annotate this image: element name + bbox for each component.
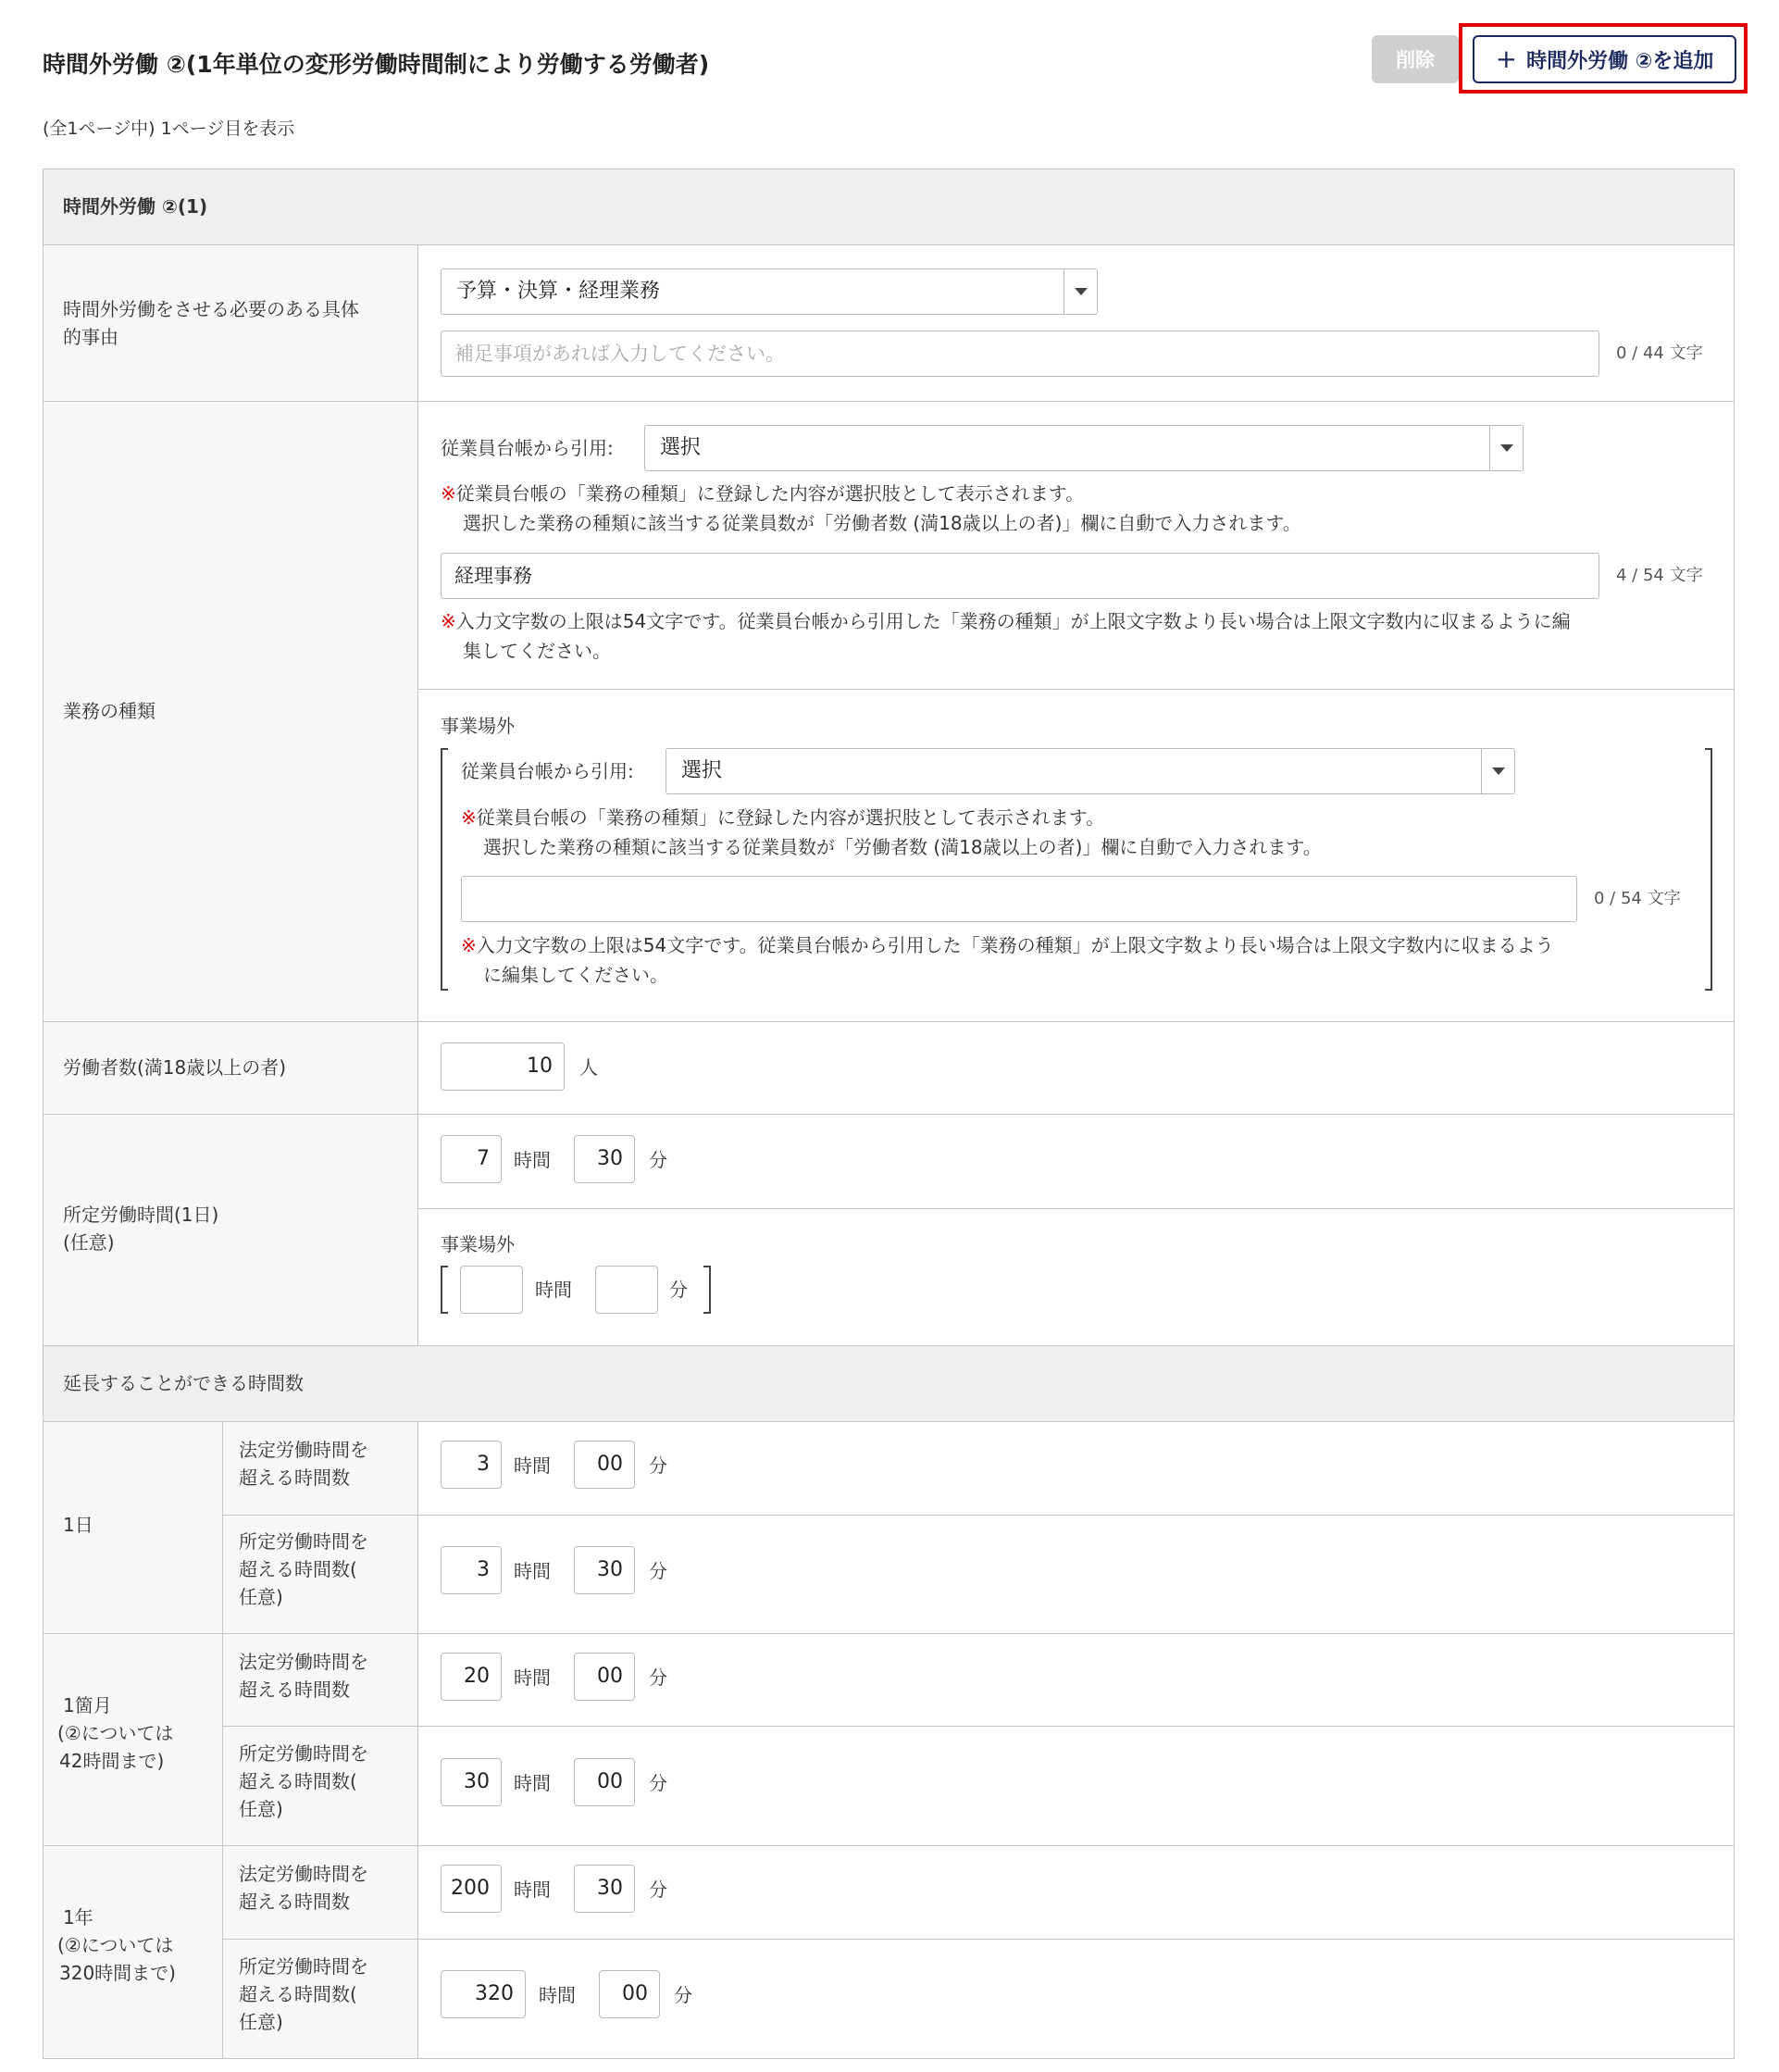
prescribed-label-line2: (任意) (63, 1231, 115, 1254)
year-legal-hours-input[interactable]: 200 (441, 1865, 502, 1913)
prescribed-minutes-input[interactable]: 30 (574, 1135, 635, 1183)
minutes-unit: 分 (649, 1772, 667, 1794)
legal-label-line2: 超える時間数 (239, 1891, 350, 1913)
page-title: 時間外労働 ②(1年単位の変形労働時間制により労働する労働者) (43, 51, 710, 78)
supplement-input[interactable]: 補足事項があれば入力してください。 (441, 331, 1599, 377)
hours-unit: 時間 (535, 1279, 572, 1301)
reason-label-line1: 時間外労働をさせる必要のある具体 (63, 298, 359, 320)
legal-label-line2: 超える時間数 (239, 1679, 350, 1701)
month-legal-minutes-input[interactable]: 00 (574, 1653, 635, 1701)
minutes-unit: 分 (649, 1454, 667, 1477)
month-legal-hours-input[interactable]: 20 (441, 1653, 502, 1701)
chevron-down-icon (1064, 269, 1097, 314)
minutes-unit: 分 (674, 1984, 692, 2006)
note-quote-line2: 選択した業務の種類に該当する従業員数が「労働者数 (満18歳以上の者)」欄に自動で入力されます。 (463, 512, 1301, 534)
month-label-line2: (②については (57, 1722, 174, 1744)
day-prescribed-minutes-input[interactable]: 30 (574, 1546, 635, 1594)
extension-title: 延長することができる時間数 (63, 1372, 304, 1394)
note-quote-line1: ※従業員台帳の「業務の種類」に登録した内容が選択肢として表示されます。 (441, 482, 1085, 505)
year-prescribed-hours-input[interactable]: 320 (441, 1970, 526, 2018)
offsite-hours-input[interactable] (460, 1266, 523, 1314)
offsite-note-quote-line1: ※従業員台帳の「業務の種類」に登録した内容が選択肢として表示されます。 (461, 806, 1105, 829)
prescribed-label-line1: 所定労働時間(1日) (63, 1204, 219, 1226)
prescribed-label-line3: 任意) (239, 1586, 283, 1608)
prescribed-label-line2: 超える時間数( (239, 1770, 357, 1792)
legal-label-line1: 法定労働時間を (239, 1651, 368, 1673)
prescribed-label-line3: 任意) (239, 2011, 283, 2033)
reason-label-line2: 的事由 (63, 326, 118, 348)
minutes-unit: 分 (649, 1666, 667, 1689)
year-label-line2: (②については (57, 1934, 174, 1956)
prescribed-label-line1: 所定労働時間を (239, 1742, 368, 1765)
legal-label-line1: 法定労働時間を (239, 1863, 368, 1885)
hours-unit: 時間 (514, 1666, 551, 1689)
section-title: 時間外労働 ②(1) (63, 195, 208, 218)
minutes-unit: 分 (649, 1149, 667, 1171)
work-type-label: 業務の種類 (63, 700, 156, 722)
day-legal-minutes-input[interactable]: 00 (574, 1441, 635, 1489)
offsite-char-count: 0 / 54 文字 (1594, 889, 1681, 908)
plus-icon: + (1495, 44, 1518, 74)
work-type-input[interactable]: 経理事務 (441, 553, 1599, 599)
year-label-line3: 320時間まで) (59, 1962, 176, 1984)
offsite-note-quote-line2: 選択した業務の種類に該当する従業員数が「労働者数 (満18歳以上の者)」欄に自動で入力されます。 (483, 836, 1322, 858)
chevron-down-icon (1489, 426, 1523, 470)
offsite-minutes-input[interactable] (595, 1266, 658, 1314)
month-prescribed-minutes-input[interactable]: 00 (574, 1758, 635, 1806)
day-label: 1日 (63, 1514, 93, 1536)
workers-input[interactable]: 10 (441, 1042, 565, 1091)
hours-unit: 時間 (514, 1149, 551, 1171)
month-prescribed-hours-input[interactable]: 30 (441, 1758, 502, 1806)
hours-unit: 時間 (514, 1772, 551, 1794)
month-label-line1: 1箇月 (63, 1694, 112, 1716)
legal-label-line1: 法定労働時間を (239, 1439, 368, 1461)
add-overtime-label: 時間外労働 ②を追加 (1526, 49, 1714, 73)
prescribed-label-line1: 所定労働時間を (239, 1530, 368, 1553)
offsite-quote-select[interactable]: 選択 (666, 748, 1515, 794)
prescribed-label-line2: 超える時間数( (239, 1983, 357, 2005)
legal-label-line2: 超える時間数 (239, 1467, 350, 1489)
note-limit-line1: ※入力文字数の上限は54文字です。従業員台帳から引用した「業務の種類」が上限文字数より長い場合は上限文字数内に収まるように編 (441, 610, 1571, 632)
year-prescribed-minutes-input[interactable]: 00 (599, 1970, 660, 2018)
minutes-unit: 分 (649, 1879, 667, 1901)
workers-label: 労働者数(満18歳以上の者) (63, 1056, 287, 1079)
year-legal-minutes-input[interactable]: 30 (574, 1865, 635, 1913)
prescribed-hours-input[interactable]: 7 (441, 1135, 502, 1183)
offsite-note-limit-line2: に編集してください。 (483, 964, 668, 986)
offsite-quote-label: 従業員台帳から引用: (461, 760, 634, 782)
prescribed-label-line3: 任意) (239, 1798, 283, 1820)
chevron-down-icon (1481, 749, 1514, 793)
quote-select[interactable]: 選択 (644, 425, 1524, 471)
offsite-work-type-input[interactable] (461, 876, 1577, 922)
year-label-line1: 1年 (63, 1906, 93, 1928)
day-legal-hours-input[interactable]: 3 (441, 1441, 502, 1489)
reason-select[interactable]: 予算・決算・経理業務 (441, 268, 1098, 315)
section-header (44, 169, 1734, 244)
workers-unit: 人 (579, 1056, 598, 1079)
hours-unit: 時間 (514, 1454, 551, 1477)
day-prescribed-hours-input[interactable]: 3 (441, 1546, 502, 1594)
minutes-unit: 分 (649, 1560, 667, 1582)
quote-label: 従業員台帳から引用: (441, 437, 614, 459)
offsite-label: 事業場外 (441, 715, 515, 737)
month-label-line3: 42時間まで) (59, 1750, 165, 1772)
prescribed-label-line2: 超える時間数( (239, 1558, 357, 1580)
minutes-unit: 分 (669, 1279, 688, 1301)
page-count: (全1ページ中) 1ページ目を表示 (43, 119, 295, 139)
prescribed-offsite-label: 事業場外 (441, 1233, 515, 1255)
hours-unit: 時間 (539, 1984, 576, 2006)
delete-button[interactable]: 削除 (1372, 35, 1459, 83)
supplement-char-count: 0 / 44 文字 (1616, 343, 1703, 363)
work-type-char-count: 4 / 54 文字 (1616, 566, 1703, 585)
add-overtime-button[interactable] (1473, 35, 1736, 83)
hours-unit: 時間 (514, 1879, 551, 1901)
offsite-note-limit-line1: ※入力文字数の上限は54文字です。従業員台帳から引用した「業務の種類」が上限文字数より長い場合は上限文字数内に収まるよう (461, 934, 1554, 956)
prescribed-label-line1: 所定労働時間を (239, 1955, 368, 1978)
note-limit-line2: 集してください。 (463, 640, 611, 662)
hours-unit: 時間 (514, 1560, 551, 1582)
